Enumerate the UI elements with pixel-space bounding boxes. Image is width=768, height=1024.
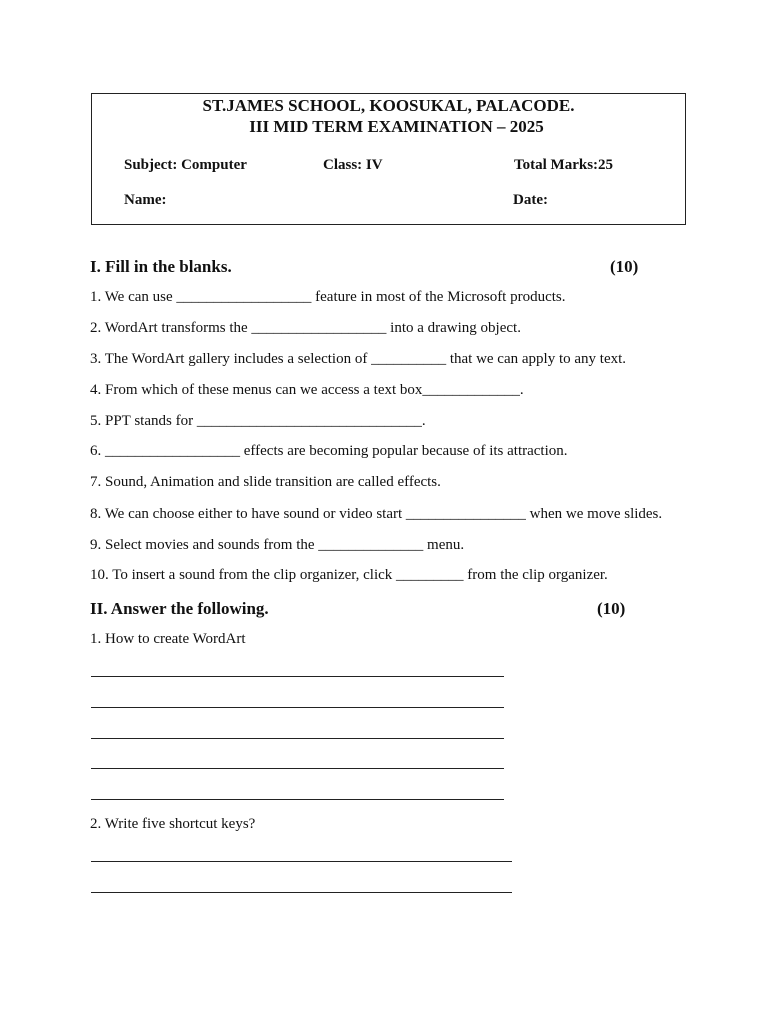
question-item: 1. How to create WordArt (90, 631, 246, 647)
question-item: 2. Write five shortcut keys? (90, 816, 256, 832)
question-item: 1. We can use __________________ feature in most of the Microsoft products. (90, 289, 566, 305)
question-item: 2. WordArt transforms the __________________ into a drawing object. (90, 320, 521, 336)
answer-line[interactable] (91, 861, 512, 862)
date-field: Date: (513, 192, 548, 208)
answer-line[interactable] (91, 738, 504, 739)
question-item: 8. We can choose either to have sound or video start ________________ when we move slides. (90, 506, 663, 522)
section-answer-title: II. Answer the following. (90, 599, 269, 618)
question-item: 10. To insert a sound from the clip organizer, click _________ from the clip organizer. (90, 567, 608, 583)
question-item: 5. PPT stands for ______________________________. (90, 413, 426, 429)
exam-title: III MID TERM EXAMINATION – 2025 (249, 117, 544, 136)
question-item: 3. The WordArt gallery includes a selection of __________ that we can apply to any text. (90, 351, 627, 367)
name-field: Name: (124, 192, 167, 208)
school-name: ST.JAMES SCHOOL, KOOSUKAL, PALACODE. (202, 96, 575, 115)
total-marks-field: Total Marks:25 (514, 157, 614, 173)
answer-line[interactable] (91, 676, 504, 677)
section-answer-marks: (10) (597, 599, 626, 618)
subject-field: Subject: Computer (124, 157, 247, 173)
class-field: Class: IV (323, 157, 383, 173)
section-fill-blanks-title: I. Fill in the blanks. (90, 257, 232, 276)
question-item: 7. Sound, Animation and slide transition are called effects. (90, 474, 441, 490)
answer-line[interactable] (91, 768, 504, 769)
question-item: 9. Select movies and sounds from the ______________ menu. (90, 537, 465, 553)
section-fill-blanks-marks: (10) (610, 257, 639, 276)
answer-line[interactable] (91, 799, 504, 800)
answer-line[interactable] (91, 892, 512, 893)
question-item: 4. From which of these menus can we access a text box_____________. (90, 382, 524, 398)
question-item: 6. __________________ effects are becoming popular because of its attraction. (90, 443, 568, 459)
answer-line[interactable] (91, 707, 504, 708)
